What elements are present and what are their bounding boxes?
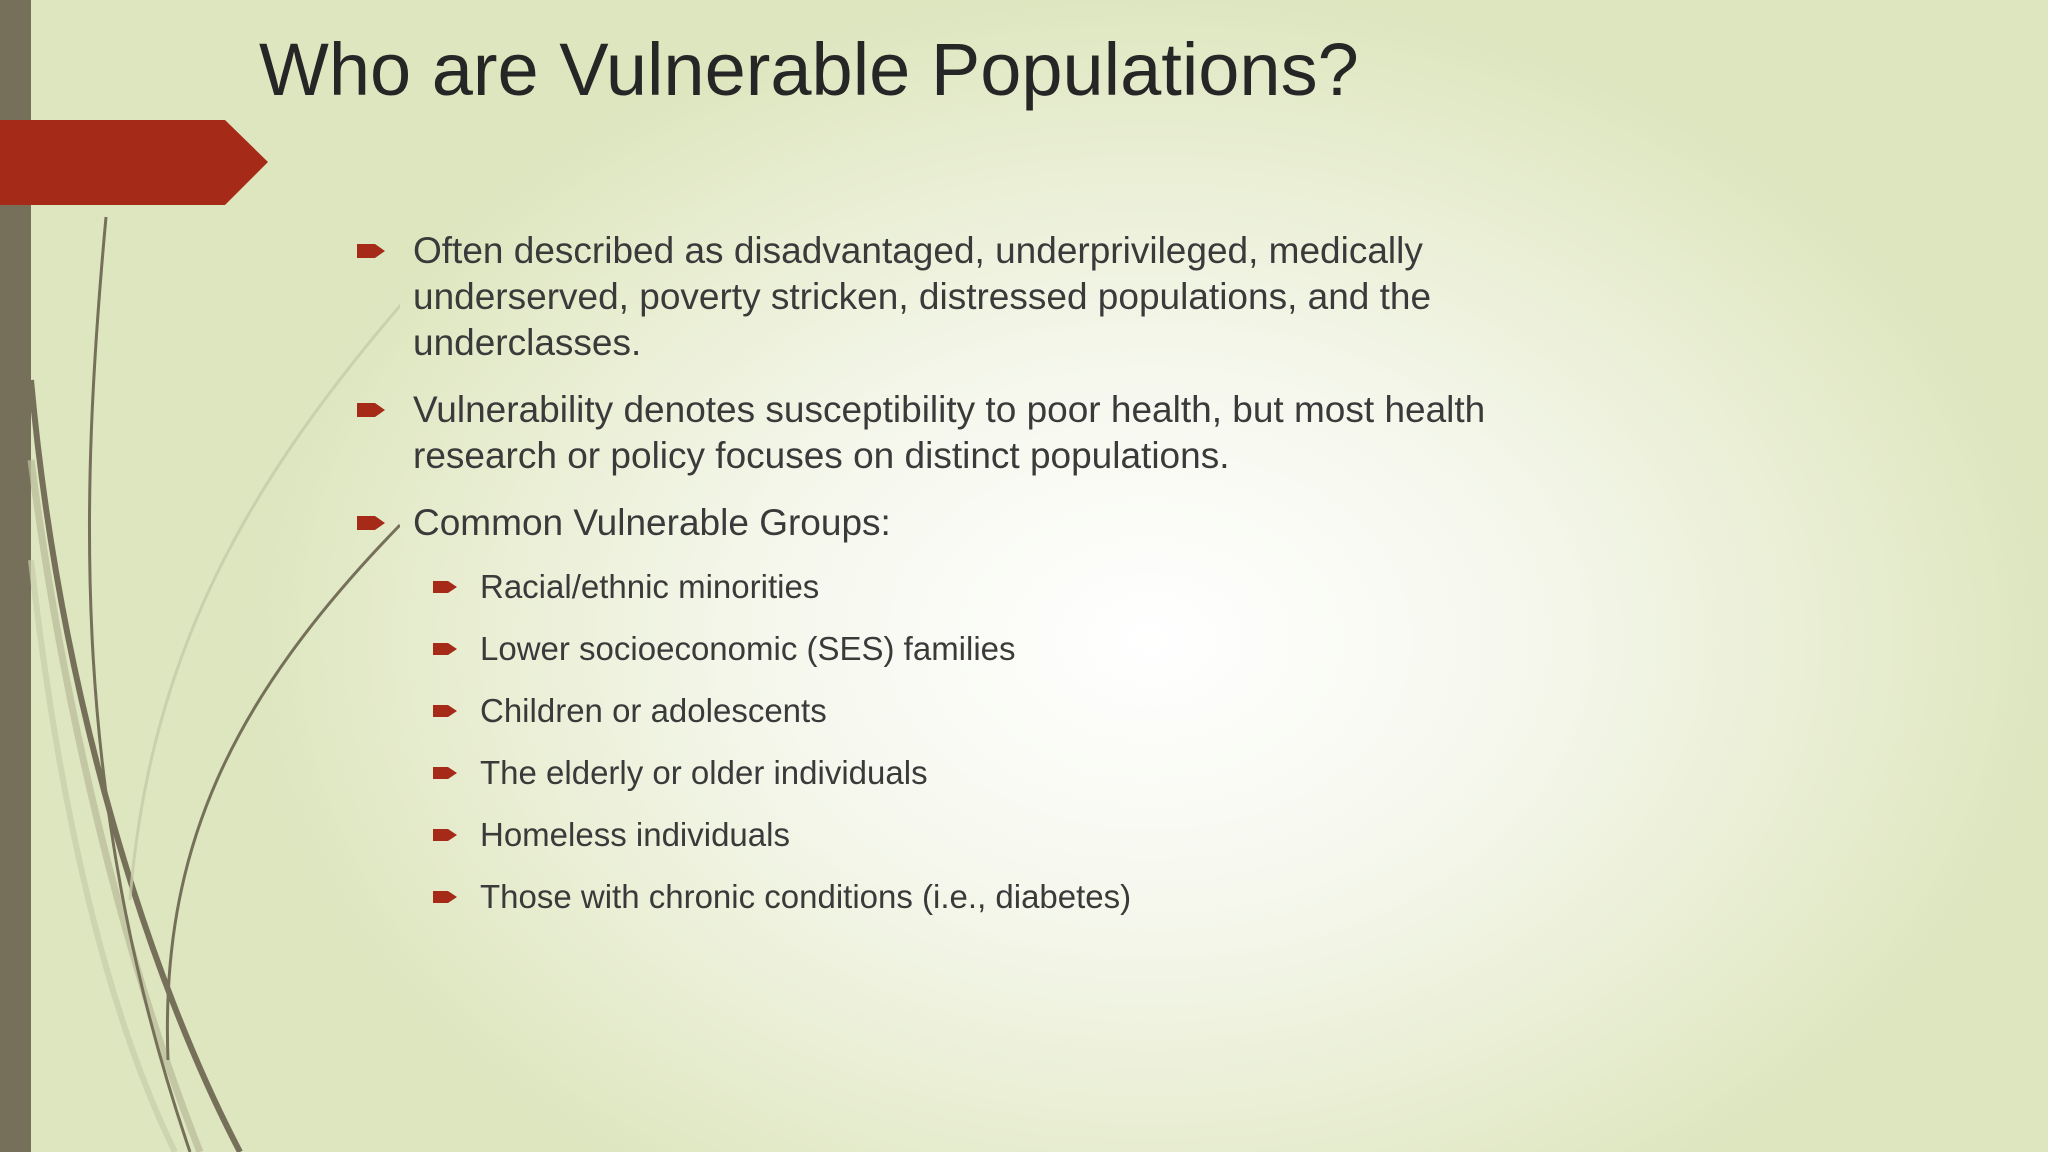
sub-bullet-item (355, 567, 1555, 607)
arrow-bullet-icon (433, 641, 457, 657)
bullet-text: Vulnerability denotes susceptibility to poor health, but most health research or policy focuses on distinct populations. (413, 389, 1486, 476)
sub-bullet-item (355, 753, 1555, 793)
arrow-bullet-icon (357, 401, 385, 419)
arrow-bullet-icon (433, 579, 457, 595)
sub-bullet-text: Lower socioeconomic (SES) families (480, 630, 1016, 667)
bullet-text: Often described as disadvantaged, underprivileged, medically underserved, poverty stricken, distressed populations, and the underclasses. (413, 230, 1432, 363)
arrow-bullet-icon (433, 703, 457, 719)
bullet-item (355, 387, 1555, 479)
bullet-item (355, 500, 1555, 546)
sub-bullet-text: Homeless individuals (480, 816, 790, 853)
sub-bullet-item (355, 691, 1555, 731)
sub-bullet-text: The elderly or older individuals (480, 754, 928, 791)
sub-bullet-text: Those with chronic conditions (i.e., diabetes) (480, 878, 1132, 915)
arrow-bullet-icon (357, 514, 385, 532)
sub-bullet-text: Children or adolescents (480, 692, 827, 729)
sub-bullet-item (355, 877, 1555, 917)
arrow-bullet-icon (357, 242, 385, 260)
slide-content (355, 228, 1555, 939)
sub-bullet-item (355, 815, 1555, 855)
vulnerable-groups-list (355, 567, 1555, 917)
bullet-text: Common Vulnerable Groups: (413, 502, 891, 543)
arrow-bullet-icon (433, 765, 457, 781)
red-arrow-banner (0, 120, 268, 205)
sub-bullet-item (355, 629, 1555, 669)
bullet-item (355, 228, 1555, 366)
sub-bullet-text: Racial/ethnic minorities (480, 568, 820, 605)
arrow-bullet-icon (433, 889, 457, 905)
arrow-bullet-icon (433, 827, 457, 843)
slide-title: Who are Vulnerable Populations? (259, 28, 1359, 111)
